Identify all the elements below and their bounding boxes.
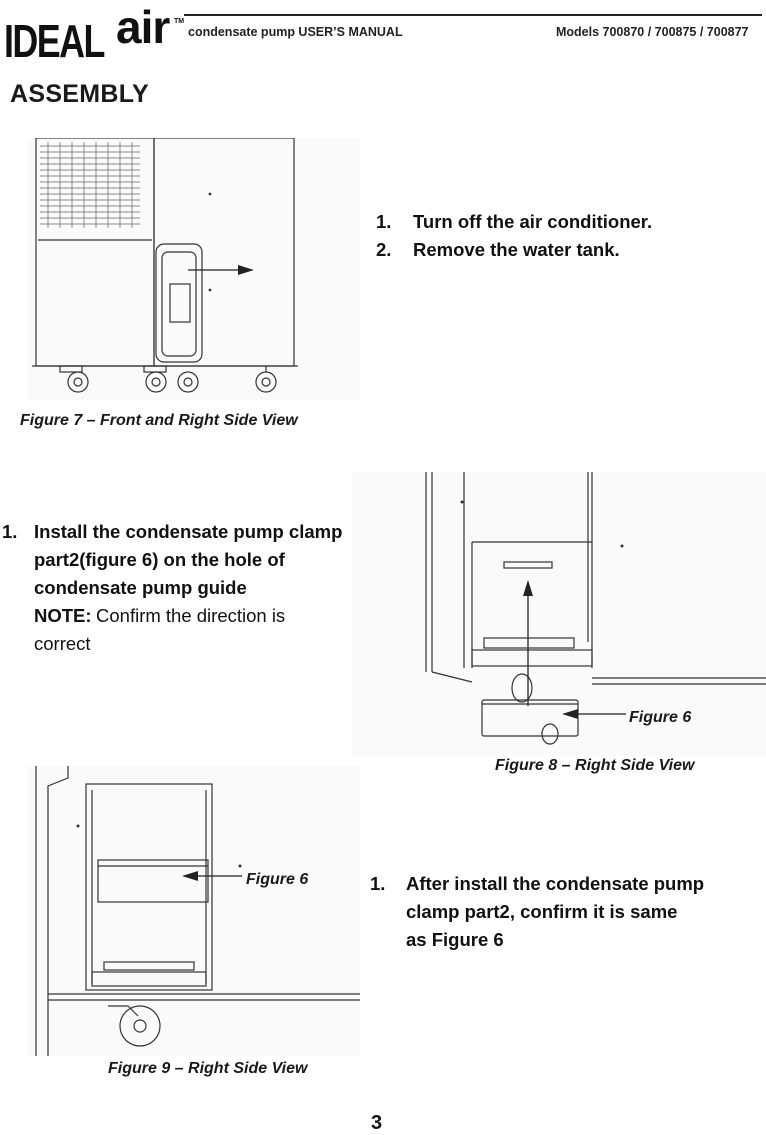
note-label: NOTE: (34, 605, 92, 626)
step-text-line: as Figure 6 (406, 929, 504, 950)
figure-9-caption: Figure 9 – Right Side View (108, 1060, 308, 1077)
step-text: Turn off the air conditioner. (413, 211, 653, 232)
step-number: 1. (370, 873, 386, 894)
step-text-line: Install the condensate pump clamp (34, 521, 343, 542)
header-rule (184, 14, 762, 16)
block1-steps (376, 208, 756, 268)
figure-9-illustration (28, 766, 360, 1056)
step-text-line: condensate pump guide (34, 577, 247, 598)
step-text-line: part2(figure 6) on the hole of (34, 549, 285, 570)
step-text-line: clamp part2, confirm it is same (406, 901, 678, 922)
logo-trademark: TM (174, 18, 185, 25)
figure-7-caption: Figure 7 – Front and Right Side View (20, 412, 298, 429)
step-number: 2. (376, 239, 392, 260)
brand-logo (4, 1, 185, 67)
block2-steps (0, 518, 400, 658)
logo-wordmark: IDEAL (4, 15, 104, 67)
note-text: Confirm the direction is (96, 605, 286, 626)
block3-steps (368, 870, 764, 956)
step-number: 1. (376, 211, 392, 232)
section-title: ASSEMBLY (10, 80, 150, 108)
model-numbers: Models 700870 / 700875 / 700877 (556, 25, 749, 39)
page-number: 3 (371, 1112, 383, 1134)
note-text-continued: correct (34, 633, 91, 654)
figure-8-callout: Figure 6 (629, 709, 692, 726)
figure-9-callout: Figure 6 (246, 871, 309, 888)
step-number: 1. (2, 521, 18, 542)
manual-title: condensate pump USER’S MANUAL (188, 25, 403, 39)
step-text-line: After install the condensate pump (406, 873, 705, 894)
figure-8-caption: Figure 8 – Right Side View (495, 757, 695, 774)
logo-air-mark: air (116, 1, 170, 53)
figure-7-illustration (28, 138, 360, 400)
figure-8-illustration (352, 472, 766, 756)
step-text: Remove the water tank. (413, 239, 620, 260)
